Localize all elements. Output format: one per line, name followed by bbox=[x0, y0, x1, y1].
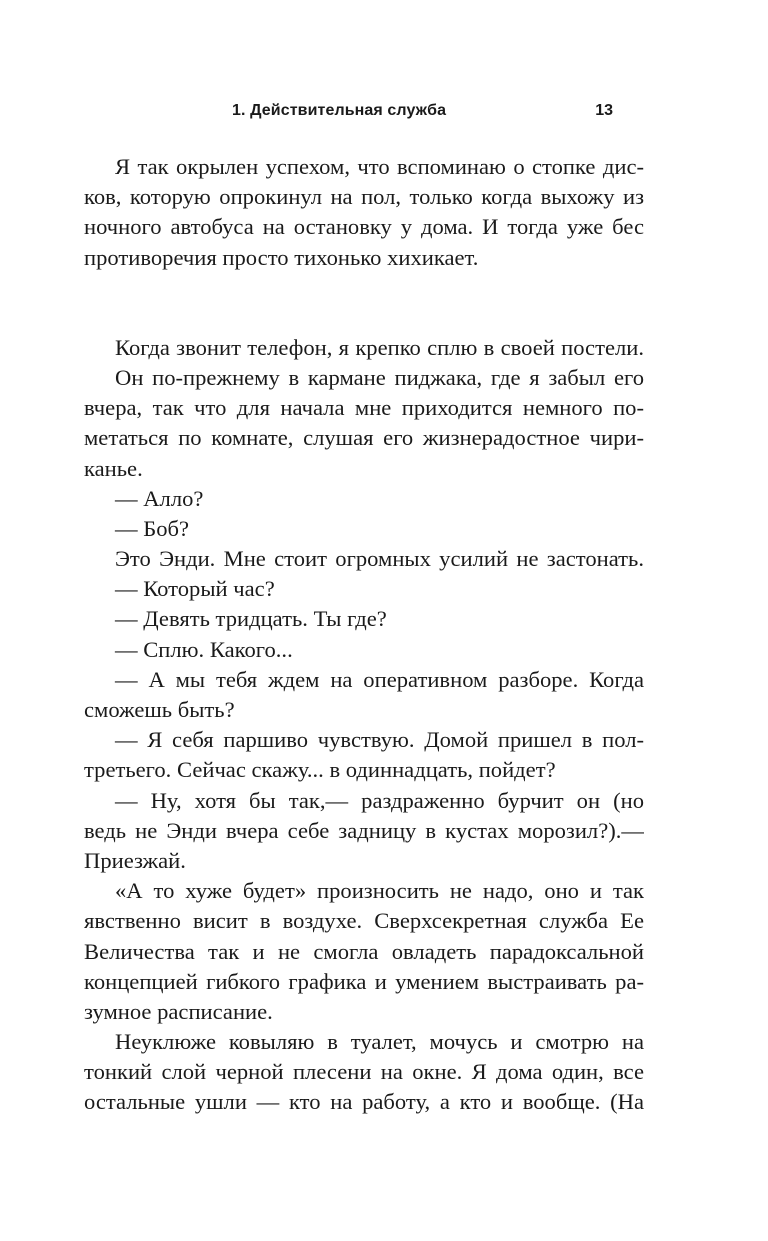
text-line: вчера, так что для начала мне приходится немного по- bbox=[84, 395, 644, 421]
text-line: канье. bbox=[84, 455, 143, 481]
paragraph bbox=[84, 152, 644, 273]
paragraph bbox=[84, 514, 644, 544]
text-line: — Я себя паршиво чувствую. Домой пришел в пол- bbox=[115, 727, 644, 753]
paragraph bbox=[84, 574, 644, 604]
paragraph bbox=[84, 544, 644, 574]
text-line: концепцией гибкого графика и умением выстраивать ра- bbox=[84, 968, 644, 994]
text-line: Величества так и не смогла овладеть парадоксальной bbox=[84, 938, 644, 964]
text-line: ведь не Энди вчера себе задницу в кустах морозил?).— bbox=[84, 817, 644, 843]
text-line: Неуклюже ковыляю в туалет, мочусь и смотрю на bbox=[115, 1029, 644, 1055]
text-line: явственно висит в воздухе. Сверхсекретная служба Ее bbox=[84, 908, 644, 934]
text-line: Я так окрылен успехом, что вспоминаю о стопке дис- bbox=[115, 154, 644, 179]
text-line: противоречия просто тихонько хихикает. bbox=[84, 244, 479, 270]
paragraph bbox=[84, 665, 644, 725]
text-line: Это Энди. Мне стоит огромных усилий не застонать. bbox=[115, 546, 644, 572]
paragraph bbox=[84, 484, 644, 514]
running-head: 1. Действительная служба bbox=[232, 102, 447, 119]
text-line: — Который час? bbox=[115, 576, 275, 602]
text-line: — Девять тридцать. Ты где? bbox=[115, 606, 387, 632]
text-line: «А то хуже будет» произносить не надо, оно и так bbox=[115, 878, 644, 904]
text-line: Приезжай. bbox=[84, 847, 186, 873]
text-line: Он по-прежнему в кармане пиджака, где я забыл его bbox=[115, 364, 644, 390]
text-line: третьего. Сейчас скажу... в одиннадцать, пойдет? bbox=[84, 757, 556, 783]
paragraph bbox=[84, 604, 644, 634]
text-line: — Сплю. Какого... bbox=[115, 636, 293, 662]
paragraph bbox=[84, 1027, 644, 1118]
paragraph bbox=[84, 333, 644, 363]
paragraph bbox=[84, 876, 644, 1027]
text-line: тонкий слой черной плесени на окне. Я дома один, все bbox=[84, 1059, 644, 1085]
text-line: ков, которую опрокинул на пол, только когда выхожу из bbox=[84, 184, 644, 210]
paragraph bbox=[84, 725, 644, 785]
text-line: — Ну, хотя бы так,— раздраженно бурчит он (но bbox=[115, 787, 644, 813]
paragraph bbox=[84, 363, 644, 484]
text-line: — А мы тебя ждем на оперативном разборе. Когда bbox=[115, 666, 644, 692]
page-header bbox=[232, 100, 613, 128]
body-text bbox=[84, 152, 644, 1118]
text-line: — Боб? bbox=[115, 515, 190, 541]
text-line: Когда звонит телефон, я крепко сплю в своей постели. bbox=[115, 334, 644, 360]
text-line: зумное расписание. bbox=[84, 998, 273, 1024]
section-break bbox=[84, 273, 644, 333]
paragraph bbox=[84, 786, 644, 877]
text-line: метаться по комнате, слушая его жизнерадостное чири- bbox=[84, 425, 644, 451]
text-line: — Алло? bbox=[115, 485, 204, 511]
page-number: 13 bbox=[595, 102, 613, 119]
text-line: ночного автобуса на остановку у дома. И тогда уже бес bbox=[84, 214, 644, 240]
paragraph bbox=[84, 635, 644, 665]
text-line: остальные ушли — кто на работу, а кто и вообще. (На bbox=[84, 1089, 644, 1115]
text-line: сможешь быть? bbox=[84, 697, 235, 722]
